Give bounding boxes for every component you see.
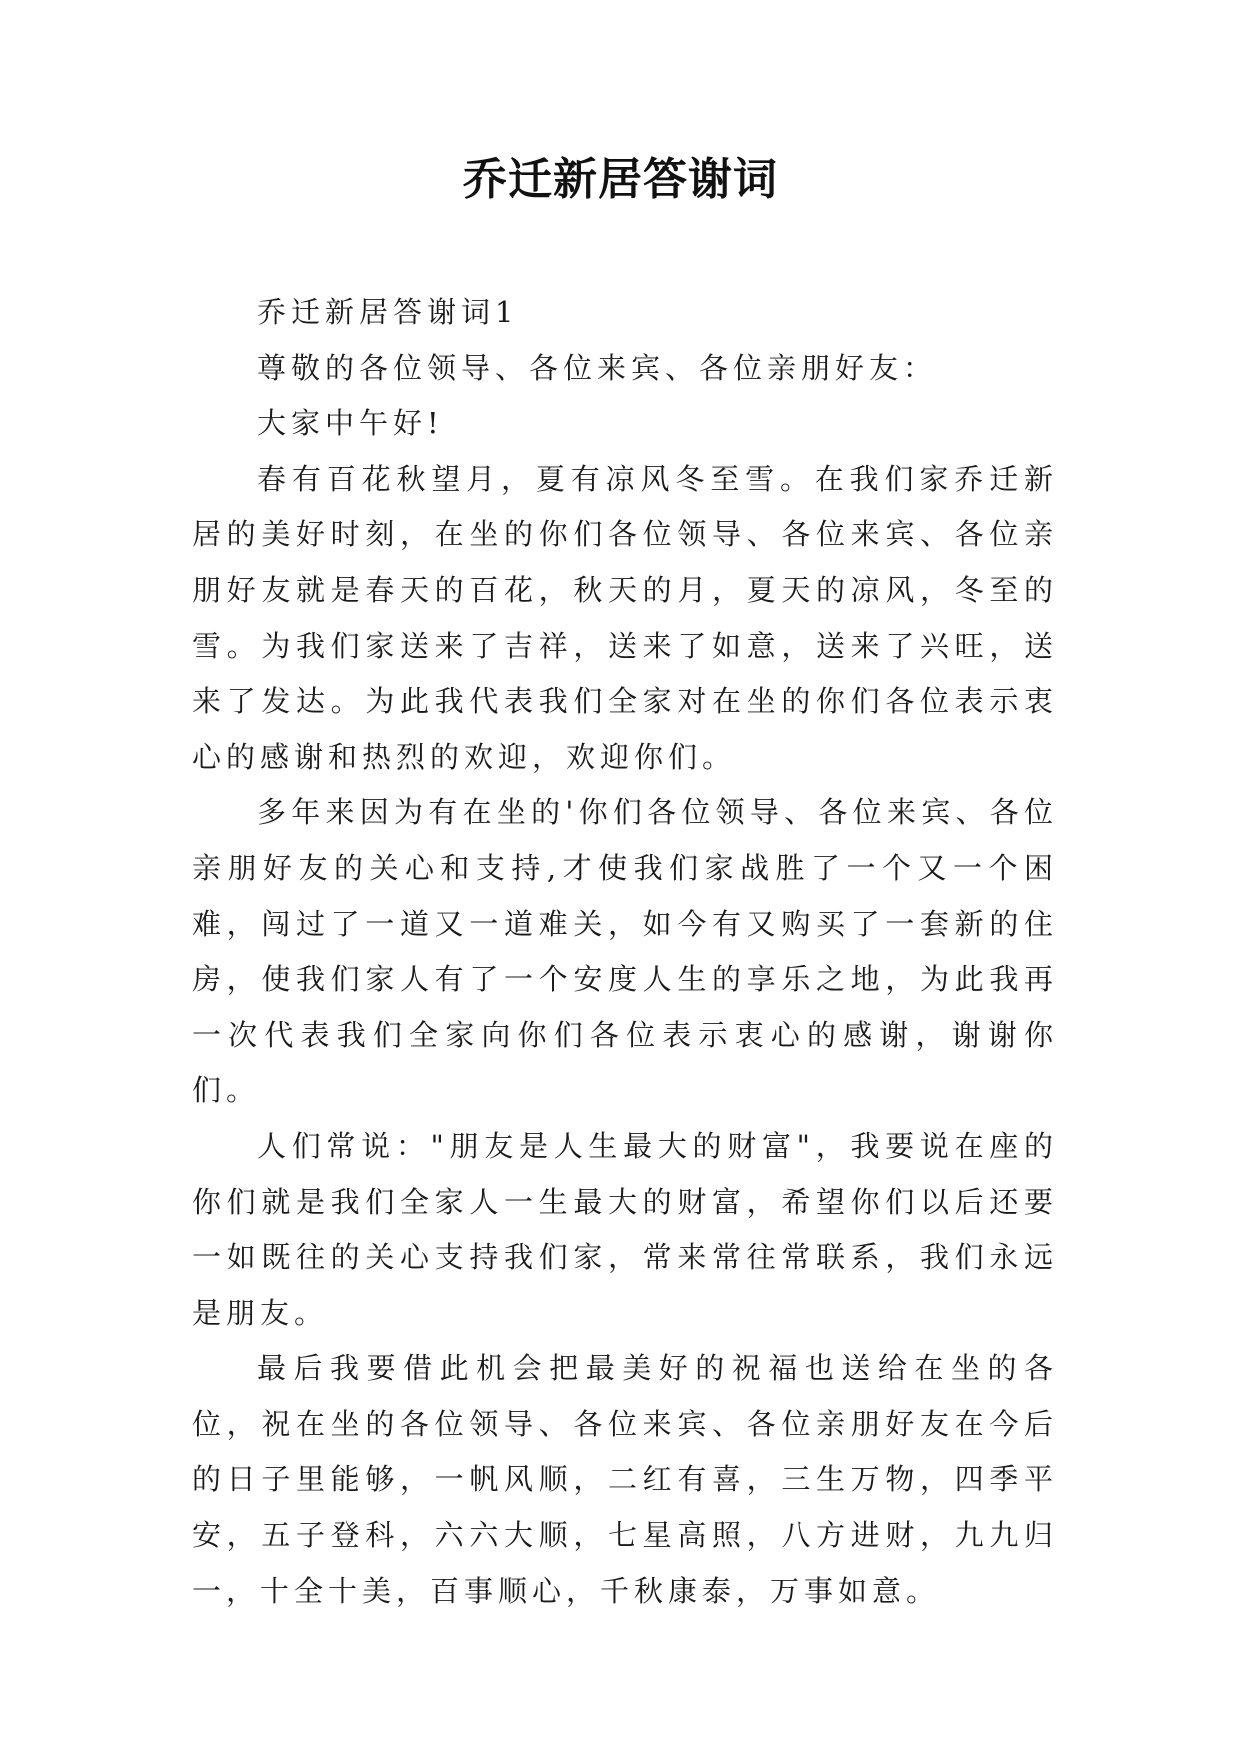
paragraph: 春有百花秋望月，夏有凉风冬至雪。在我们家乔迁新居的美好时刻，在坐的你们各位领导、各位来宾、各位亲朋好友就是春天的百花，秋天的月，夏天的凉风，冬至的雪。为我们家送来了吉祥，送来了如意，送来了兴旺，送来了发达。为此我代表我们全家对在坐的你们各位表示衷心的感谢和热烈的欢迎，欢迎你们。 [192,461,1058,774]
paragraph: 最后我要借此机会把最美好的祝福也送给在坐的各位，祝在坐的各位领导、各位来宾、各位亲朋好友在今后的日子里能够，一帆风顺，二红有喜，三生万物，四季平安，五子登科，六六大顺，七星高照，八方进财，九九归一，十全十美，百事顺心，千秋康泰，万事如意。 [192,1351,1058,1608]
paragraph: 多年来因为有在坐的'你们各位领导、各位来宾、各位亲朋好友的关心和支持,才使我们家战胜了一个又一个困难，闯过了一道又一道难关，如今有又购买了一套新的住房，使我们家人有了一个安度人生的享乐之地，为此我再一次代表我们全家向你们各位表示衷心的感谢，谢谢你们。 [192,795,1058,1108]
greeting: 大家中午好! [257,406,444,441]
document-title: 乔迁新居答谢词 [463,154,778,205]
document-body [192,285,1058,1619]
salutation: 尊敬的各位领导、各位来宾、各位亲朋好友： [257,350,938,385]
heading-line: 乔迁新居答谢词1 [257,295,519,329]
paragraph: 人们常说："朋友是人生最大的财富"，我要说在座的你们就是我们全家人一生最大的财富，希望你们以后还要一如既往的关心支持我们家，常来常往常联系，我们永远是朋友。 [192,1128,1058,1330]
